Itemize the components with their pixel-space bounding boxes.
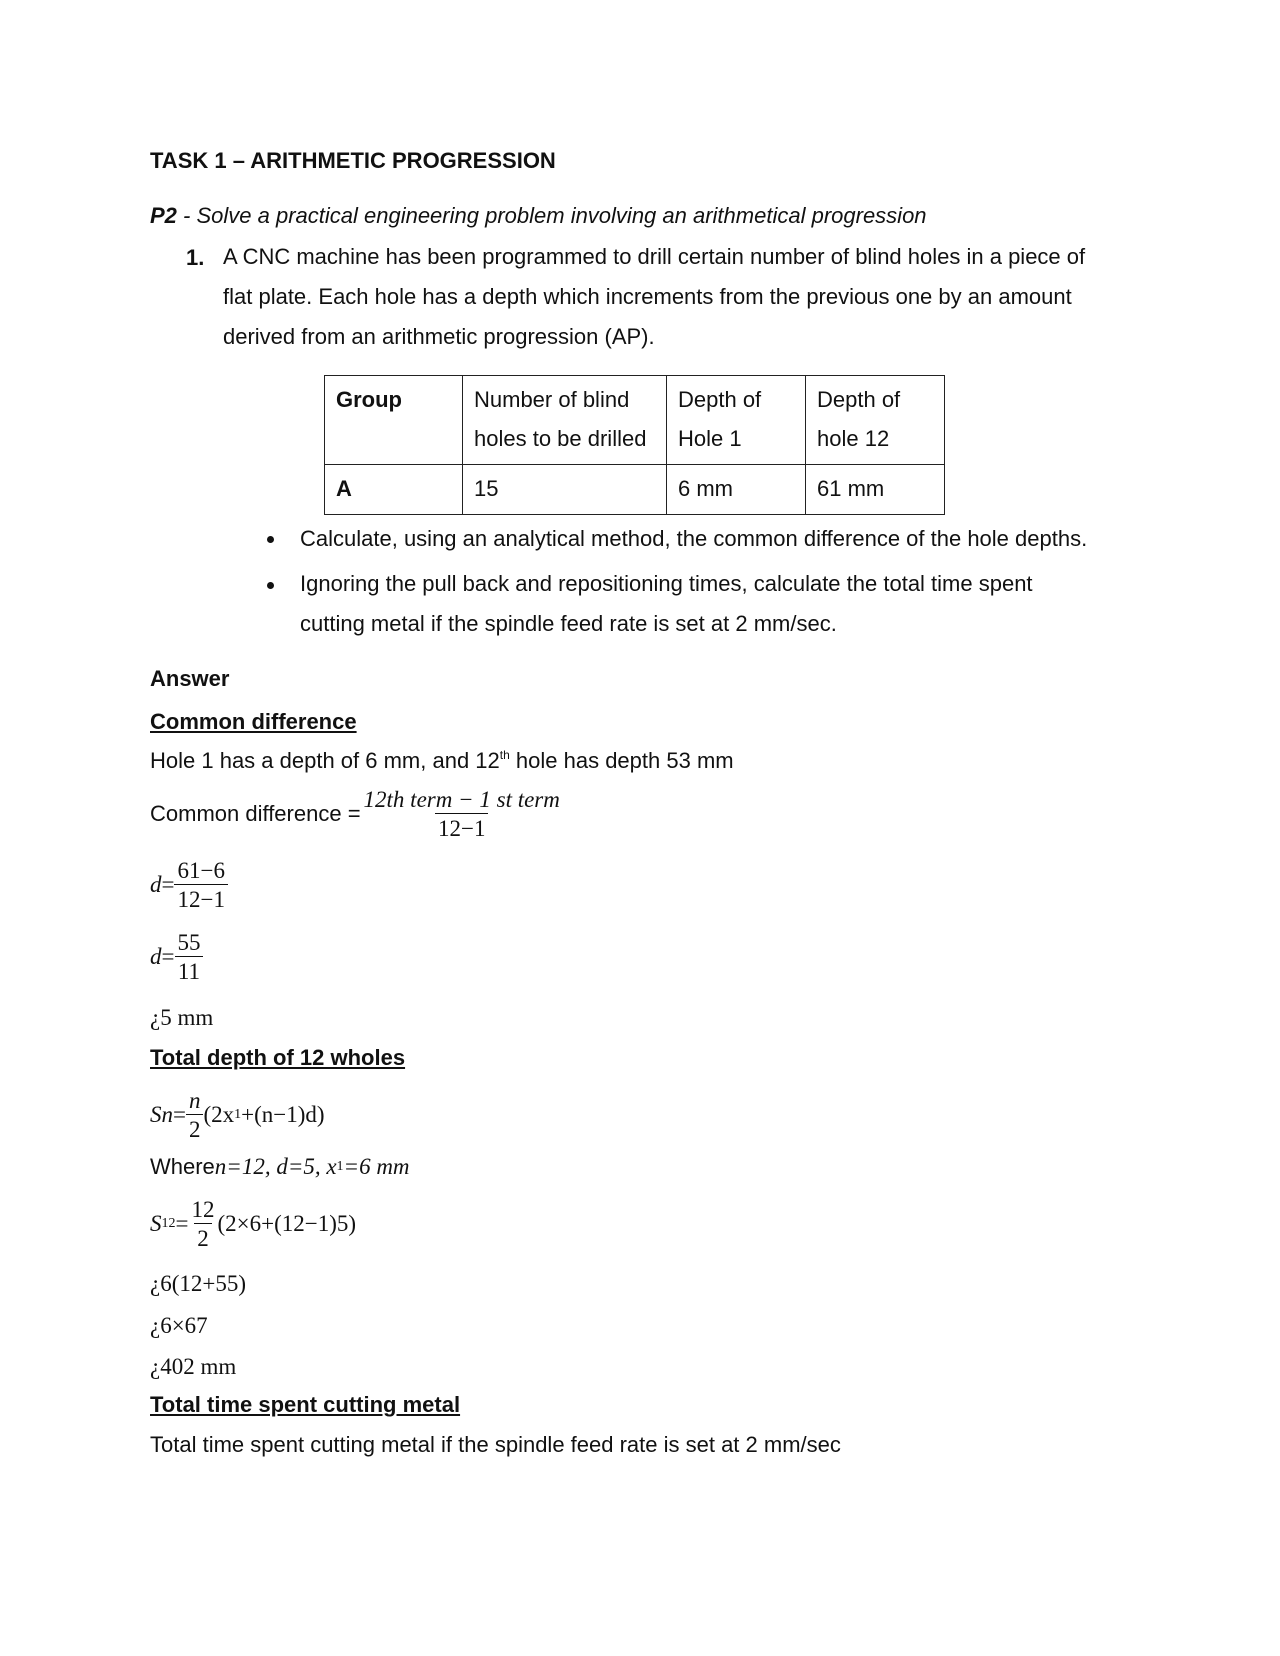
- d-result: ¿5 mm: [150, 1005, 214, 1030]
- question-line-1: A CNC machine has been programmed to drill certain number of blind holes in a piece of: [223, 244, 1086, 269]
- question-number: 1.: [186, 245, 205, 270]
- hole-depth-statement: Hole 1 has a depth of 6 mm, and 12th hole has depth 53 mm: [150, 748, 734, 773]
- cell-group: A: [325, 465, 463, 515]
- holes-table: [324, 375, 945, 515]
- p2-code: P2: [150, 203, 177, 228]
- question-line-2: flat plate. Each hole has a depth which increments from the previous one by an amount: [223, 284, 1072, 309]
- bullet-2-text: Ignoring the pull back and repositioning times, calculate the total time spent cutting metal if the spindle feed rate is set at 2 mm/sec.: [300, 571, 1033, 636]
- s12-formula: S 12 = $\frac{12}{2}$ (2×6+(12−1)5): [150, 1197, 357, 1251]
- task-title: TASK 1 – ARITHMETIC PROGRESSION: [150, 148, 556, 173]
- header-cell-depth-hole-12: Depth of hole 12: [806, 376, 945, 465]
- total-depth-heading: Total depth of 12 wholes: [150, 1045, 406, 1070]
- cell-depth-hole-1: 6 mm: [667, 465, 806, 515]
- bullet-1-text: Calculate, using an analytical method, the common difference of the hole depths.: [300, 526, 1088, 551]
- d-equation-2: d = $\frac{55}{11}$: [150, 931, 203, 983]
- p2-text: - Solve a practical engineering problem involving an arithmetical progression: [176, 203, 927, 228]
- cell-depth-hole-12: 61 mm: [806, 465, 945, 515]
- question-text: [223, 237, 1085, 357]
- header-cell-number-of-holes: Number of blind holes to be drilled: [463, 376, 667, 465]
- bullet-1-dot: [267, 536, 274, 543]
- total-time-heading: Total time spent cutting metal: [150, 1392, 461, 1417]
- bullet-2-dot: [267, 582, 274, 589]
- cell-number-of-holes: 15: [463, 465, 667, 515]
- answer-heading: Answer: [150, 666, 230, 691]
- header-cell-depth-hole-1: Depth of Hole 1: [667, 376, 806, 465]
- cd-fraction: $\frac{\text{12th term − 1 st term}}{12-1}$: [363, 787, 560, 841]
- question-line-3: derived from an arithmetic progression (AP).: [223, 324, 655, 349]
- table-header-row: [325, 376, 945, 465]
- step-2: ¿6×67: [150, 1313, 208, 1338]
- table-row: [325, 465, 945, 515]
- common-difference-formula: Common difference = $\frac{\text{12th term − 1 st term}}{12-1}$: [150, 788, 563, 840]
- common-difference-heading: Common difference: [150, 709, 357, 734]
- sum-formula: Sn = $\frac{n}{2}$ (2x 1 +(n−1)d): [150, 1088, 325, 1142]
- step-3: ¿402 mm: [150, 1354, 237, 1379]
- total-time-text: Total time spent cutting metal if the spindle feed rate is set at 2 mm/sec: [150, 1432, 841, 1457]
- p2-objective: [150, 203, 927, 229]
- d-equation-1: d = $\frac{61-6}{12-1}$: [150, 859, 228, 911]
- header-cell-group: Group: [325, 376, 463, 465]
- where-line: Where n=12, d=5, x 1 =6 mm: [150, 1154, 410, 1180]
- step-1: ¿6(12+55): [150, 1271, 246, 1296]
